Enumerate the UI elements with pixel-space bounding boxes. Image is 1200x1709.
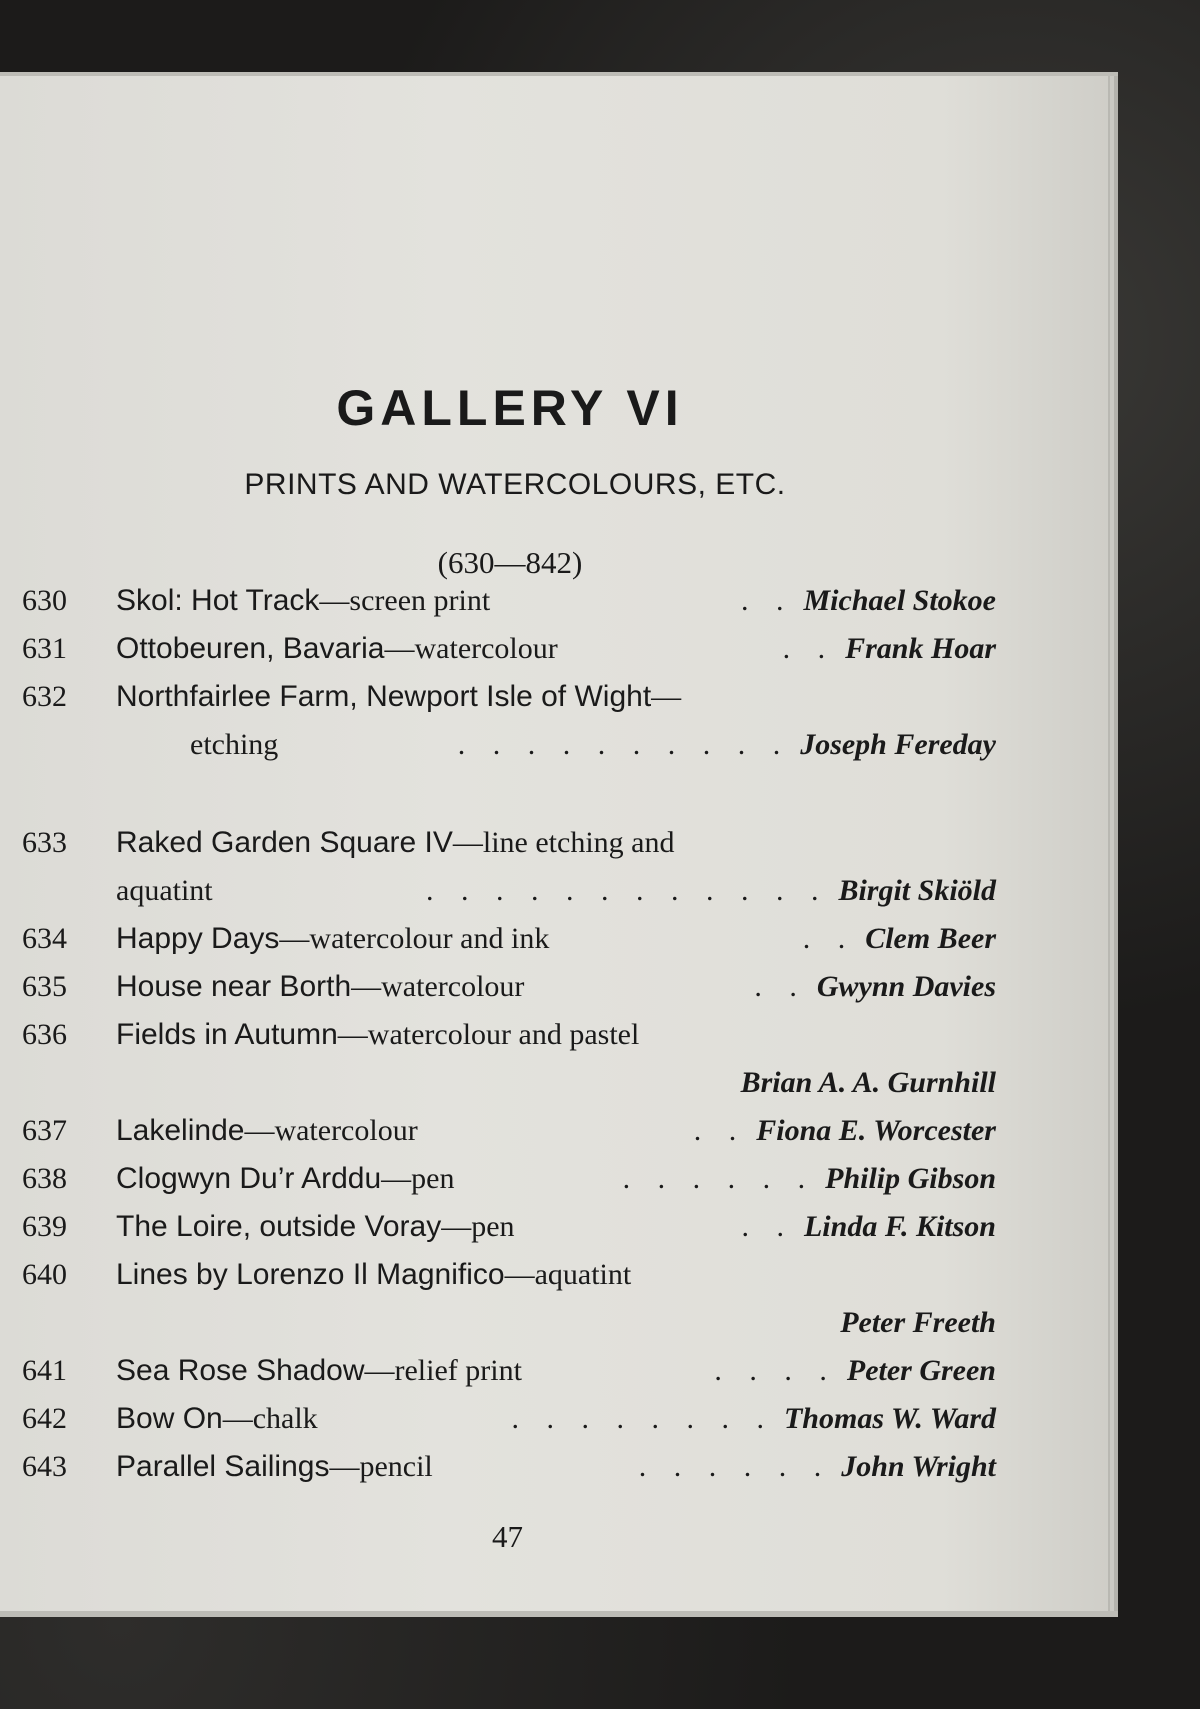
- entry-medium-continued: aquatint: [116, 874, 213, 907]
- entry-artist: Brian A. A. Gurnhill: [740, 1066, 996, 1099]
- dot-leaders: . .: [754, 970, 807, 1003]
- entry-artist: Peter Green: [846, 1354, 996, 1387]
- entry-number: 633: [22, 826, 67, 859]
- entry-title: Bow On: [116, 1402, 223, 1435]
- entry-medium: —watercolour: [351, 970, 525, 1003]
- entry-643: [116, 1445, 996, 1489]
- entry-title: Fields in Autumn: [116, 1018, 338, 1051]
- entry-number: 635: [22, 970, 67, 1003]
- entry-title: Raked Garden Square IV: [116, 826, 453, 859]
- entry-artist: Birgit Skiöld: [838, 874, 996, 907]
- entry-title: Northfairlee Farm, Newport Isle of Wight: [116, 680, 652, 713]
- dot-leaders: . . . . . . . . . . . .: [425, 874, 829, 907]
- entry-medium: —aquatint: [504, 1258, 632, 1291]
- entry-artist: Clem Beer: [865, 922, 996, 955]
- entry-artist: Frank Hoar: [845, 632, 996, 665]
- entry-number: 634: [22, 922, 67, 955]
- entry-636: [116, 1013, 996, 1057]
- entry-medium: —watercolour: [384, 632, 558, 665]
- entry-medium: —: [651, 680, 682, 713]
- entry-637: [116, 1109, 996, 1153]
- catalogue-page: [0, 76, 1108, 1611]
- entry-632-continued: [190, 723, 996, 767]
- entry-medium: —screen print: [319, 584, 491, 617]
- entry-medium: —chalk: [222, 1402, 318, 1435]
- entry-640: [116, 1253, 996, 1297]
- entry-medium: —pencil: [329, 1450, 433, 1483]
- entry-title: Ottobeuren, Bavaria: [116, 632, 385, 665]
- entry-title: Sea Rose Shadow: [116, 1354, 365, 1387]
- entry-number: 638: [22, 1162, 67, 1195]
- entry-artist: Linda F. Kitson: [803, 1210, 996, 1243]
- entry-number: 639: [22, 1210, 67, 1243]
- dot-leaders: . . . . . .: [638, 1450, 832, 1483]
- dot-leaders: . . . . . . . . . .: [457, 728, 791, 761]
- entry-title: Lakelinde: [116, 1114, 245, 1147]
- entry-title: Parallel Sailings: [116, 1450, 330, 1483]
- dot-leaders: . .: [802, 922, 856, 955]
- entry-number: 641: [22, 1354, 67, 1387]
- entry-631: [116, 627, 996, 671]
- entry-639: [116, 1205, 996, 1249]
- entry-medium-continued: etching: [190, 728, 279, 761]
- entry-634: [116, 917, 996, 961]
- page-number: 47: [492, 1519, 523, 1554]
- entry-title: Happy Days: [116, 922, 280, 955]
- entry-641: [116, 1349, 996, 1393]
- entry-633-continued: [116, 869, 996, 913]
- dot-leaders: . .: [782, 632, 836, 665]
- dot-leaders: . . . . . .: [622, 1162, 816, 1195]
- entry-artist: Fiona E. Worcester: [756, 1114, 996, 1147]
- entry-number: 643: [22, 1450, 67, 1483]
- entry-title: Lines by Lorenzo Il Magnifico: [116, 1258, 505, 1291]
- entry-medium: —pen: [381, 1162, 455, 1195]
- entry-number: 631: [22, 632, 67, 665]
- entry-number: 632: [22, 680, 67, 713]
- entry-638: [116, 1157, 996, 1201]
- entry-artist: Philip Gibson: [825, 1162, 996, 1195]
- entry-artist: Gwynn Davies: [816, 970, 996, 1003]
- dot-leaders: . .: [741, 1210, 794, 1243]
- entry-title: Skol: Hot Track: [116, 584, 320, 617]
- entry-number: 630: [22, 584, 67, 617]
- gallery-title: GALLERY VI: [336, 380, 684, 436]
- entry-632: [116, 675, 996, 719]
- entry-medium: —line etching and: [452, 826, 675, 859]
- entry-title: Clogwyn Du’r Arddu: [116, 1162, 382, 1195]
- dot-leaders: . .: [693, 1114, 747, 1147]
- entry-number: 642: [22, 1402, 67, 1435]
- entry-list: [0, 76, 1108, 1611]
- entry-artist: John Wright: [841, 1450, 996, 1483]
- entry-medium: —watercolour: [244, 1114, 418, 1147]
- entry-number: 636: [22, 1018, 67, 1051]
- gallery-subtitle: PRINTS AND WATERCOLOURS, ETC.: [244, 468, 786, 501]
- entry-number: 640: [22, 1258, 67, 1291]
- entry-title: House near Borth: [116, 970, 352, 1003]
- dot-leaders: . .: [741, 584, 794, 617]
- entry-artist: Thomas W. Ward: [783, 1402, 996, 1435]
- dot-leaders: . . . . . . . .: [511, 1402, 774, 1435]
- entry-medium: —watercolour and ink: [279, 922, 550, 955]
- entry-medium: —relief print: [364, 1354, 522, 1387]
- catalogue-range: (630—842): [437, 545, 583, 580]
- entry-artist: Michael Stokoe: [803, 584, 996, 617]
- entry-medium: —watercolour and pastel: [337, 1018, 640, 1051]
- entry-630: [116, 579, 996, 623]
- entry-title: The Loire, outside Voray: [116, 1210, 442, 1243]
- entry-artist: Joseph Fereday: [800, 728, 996, 761]
- entry-633: [116, 821, 996, 865]
- dot-leaders: . . . .: [714, 1354, 837, 1387]
- entry-medium: —pen: [441, 1210, 515, 1243]
- entry-artist: Peter Freeth: [840, 1306, 996, 1339]
- entry-642: [116, 1397, 996, 1441]
- entry-635: [116, 965, 996, 1009]
- entry-number: 637: [22, 1114, 67, 1147]
